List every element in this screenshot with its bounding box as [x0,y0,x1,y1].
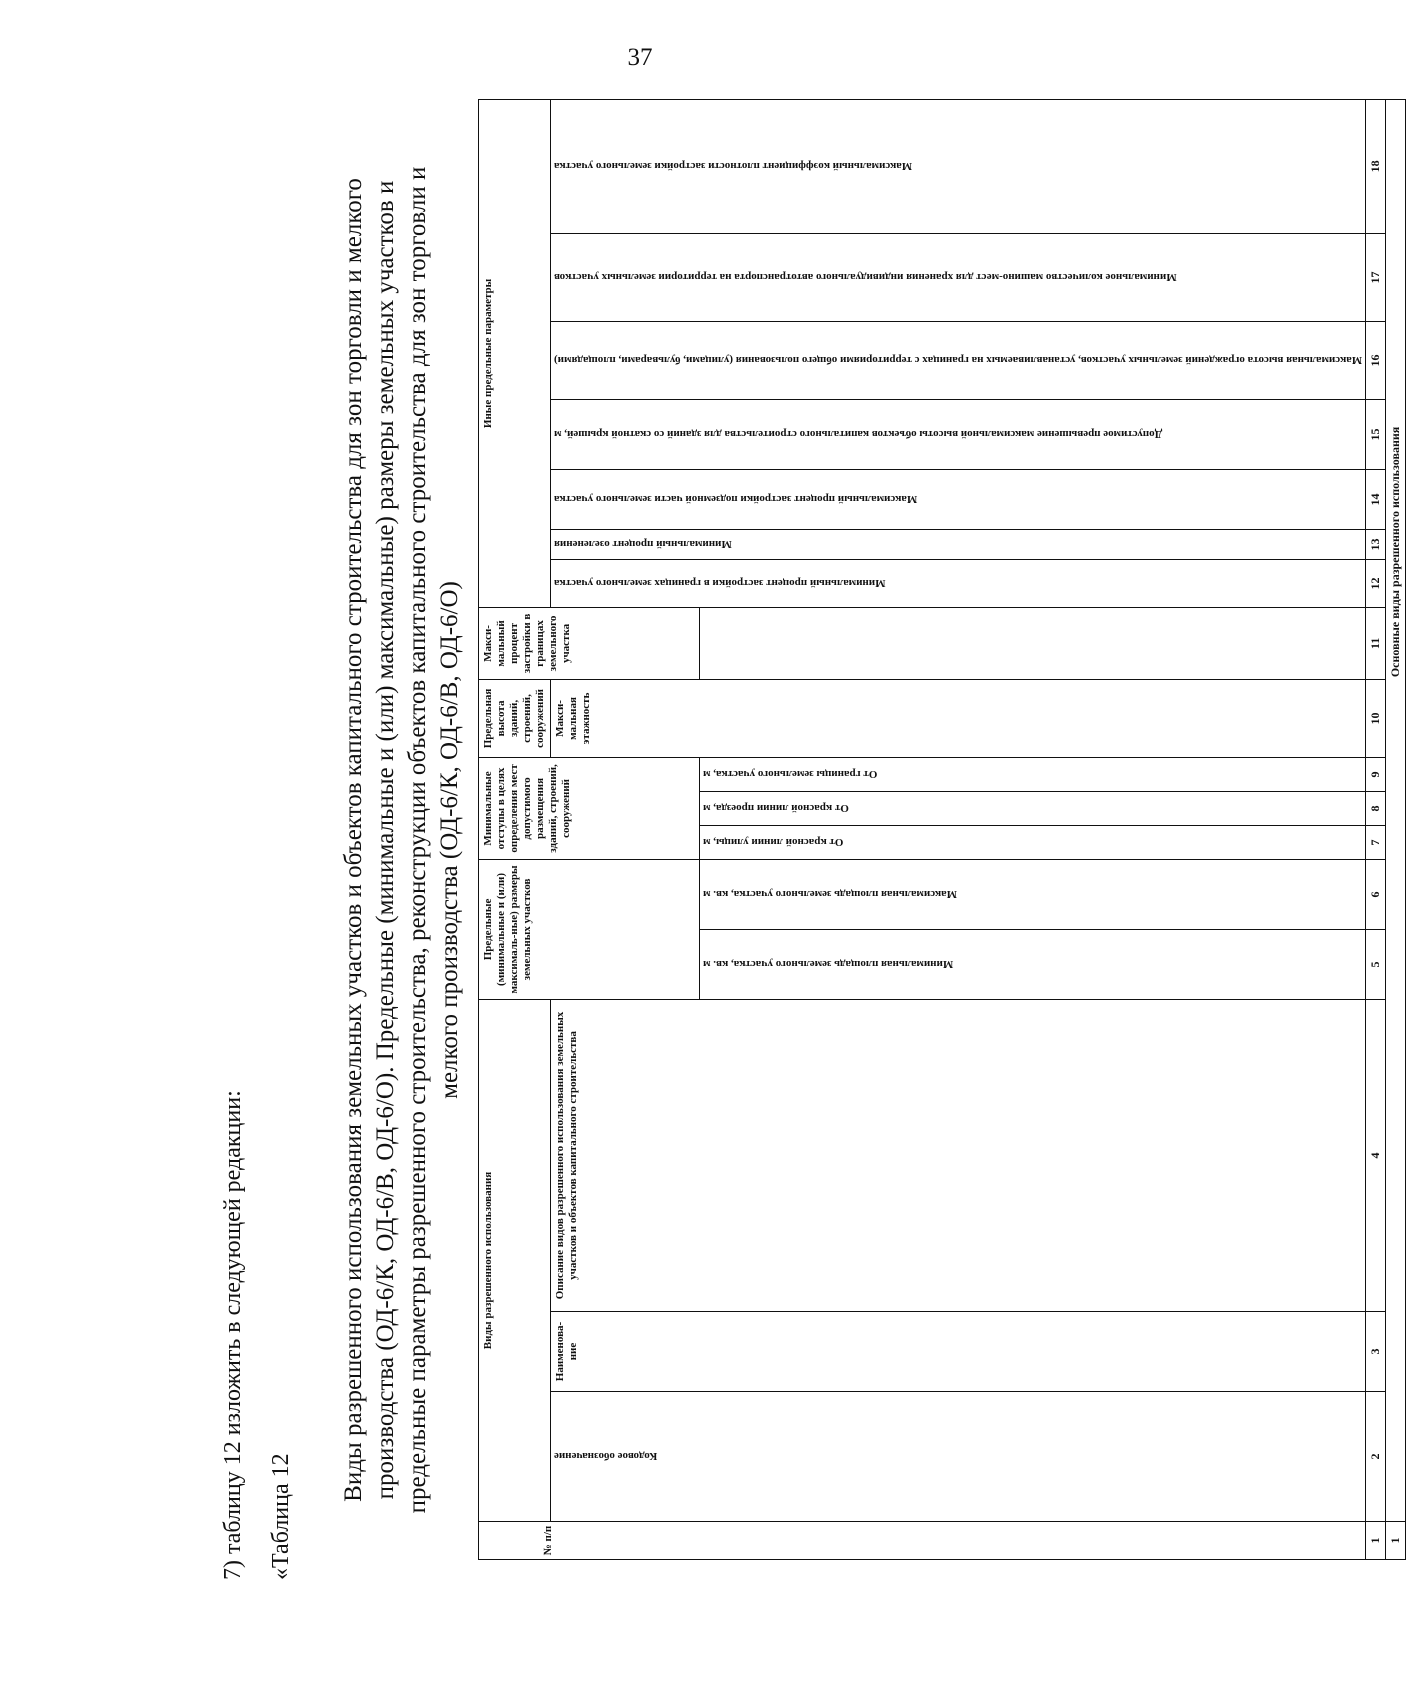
header-desc: Описание видов разрешенного использования земельных участков и объектов капитального строительства [551,999,1366,1311]
section-num: 1 [1386,1522,1406,1560]
col-number: 3 [1366,1312,1386,1392]
header-min-area: Минимальная площадь земельного участка, кв. м [700,929,1366,999]
header-max-floors: Макси-мальная этажность [551,679,1366,757]
section-row [1386,99,1406,1559]
col-number: 12 [1366,559,1386,607]
header-density: Максимальный коэффициент плотности застройки земельного участка [551,99,1366,233]
col-number: 9 [1366,757,1386,791]
col-number: 15 [1366,399,1386,469]
col-number: 18 [1366,99,1386,233]
col-number: 14 [1366,469,1386,529]
header-min-green: Минимальный процент озеленения [551,529,1366,559]
header-roof-excess: Допустимое превышение максимальной высоты объектов капитального строительства для зданий со скатной крышей, м [551,399,1366,469]
header-boundary: От границы земельного участка, м [700,757,1366,791]
header-num: № п/п [479,1522,1366,1560]
intro-text: 7) таблицу 12 изложить в следующей редакции: [220,1090,246,1580]
col-number: 17 [1366,233,1386,321]
header-code: Кодовое обозначение [551,1392,1366,1522]
col-number: 11 [1366,607,1386,679]
table-heading: Виды разрешенного использования земельных участков и объектов капитального строительства для зон торговли и мелкого производства (ОД-6/К, ОД-6/В, ОД-6/О). Предельные (минимальные и (или) максимальные) размеры земельных участков и предельные параметры разрешенного строительства, реконструкции объектов капитального строительства для зон торговли и мелкого производства (ОД-6/К, ОД-6/В, ОД-6/О) [340,166,463,1514]
table-label: «Таблица 12 [268,1453,294,1580]
section-label: Основные виды разрешенного использования [1386,99,1406,1521]
col-number: 8 [1366,791,1386,825]
regulations-table [478,99,1406,1560]
col-number: 6 [1366,859,1386,929]
col-number: 1 [1366,1522,1386,1560]
header-parking: Минимальное количество машино-мест для хранения индивидуального автотранспорта на территории земельных участков [551,233,1366,321]
rotated-page-content [220,100,1403,1580]
header-fence-height: Максимальная высота ограждений земельных участков, устанавливаемых на границах с территориями общего пользования (улицами, бульварами, площадями) [551,321,1366,399]
col-number: 5 [1366,929,1386,999]
col-number: 16 [1366,321,1386,399]
header-min-build: Минимальный процент застройки в границах земельного участка [551,559,1366,607]
page-number: 37 [627,44,653,71]
col-number: 10 [1366,679,1386,757]
col-number: 13 [1366,529,1386,559]
header-group-sizes: Предельные (минимальные и (или) максималь-ные) размеры земельных участков [479,859,700,999]
header-name: Наименова-ние [551,1312,1366,1392]
column-numbers-row [1366,99,1386,1559]
header-group-other: Иные предельные параметры [479,99,551,607]
header-group-types: Виды разрешенного использования [479,999,551,1521]
header-max-build: Макси-мальный процент застройки в границах земельного участка [479,607,700,679]
header-red-street: От красной линии улицы, м [700,825,1366,859]
col-number: 7 [1366,825,1386,859]
header-max-area: Максимальная площадь земельного участка, кв. м [700,859,1366,929]
col-number: 2 [1366,1392,1386,1522]
header-group-height: Предельная высота зданий, строений, сооружений [479,679,551,757]
header-red-drive: От красной линии проезда, м [700,791,1366,825]
header-group-setbacks: Минимальные отступы в целях определения мест допустимого размещения зданий, строений, сооружений [479,757,700,859]
header-max-underground: Максимальный процент застройки подземной части земельного участка [551,469,1366,529]
col-number: 4 [1366,999,1386,1311]
